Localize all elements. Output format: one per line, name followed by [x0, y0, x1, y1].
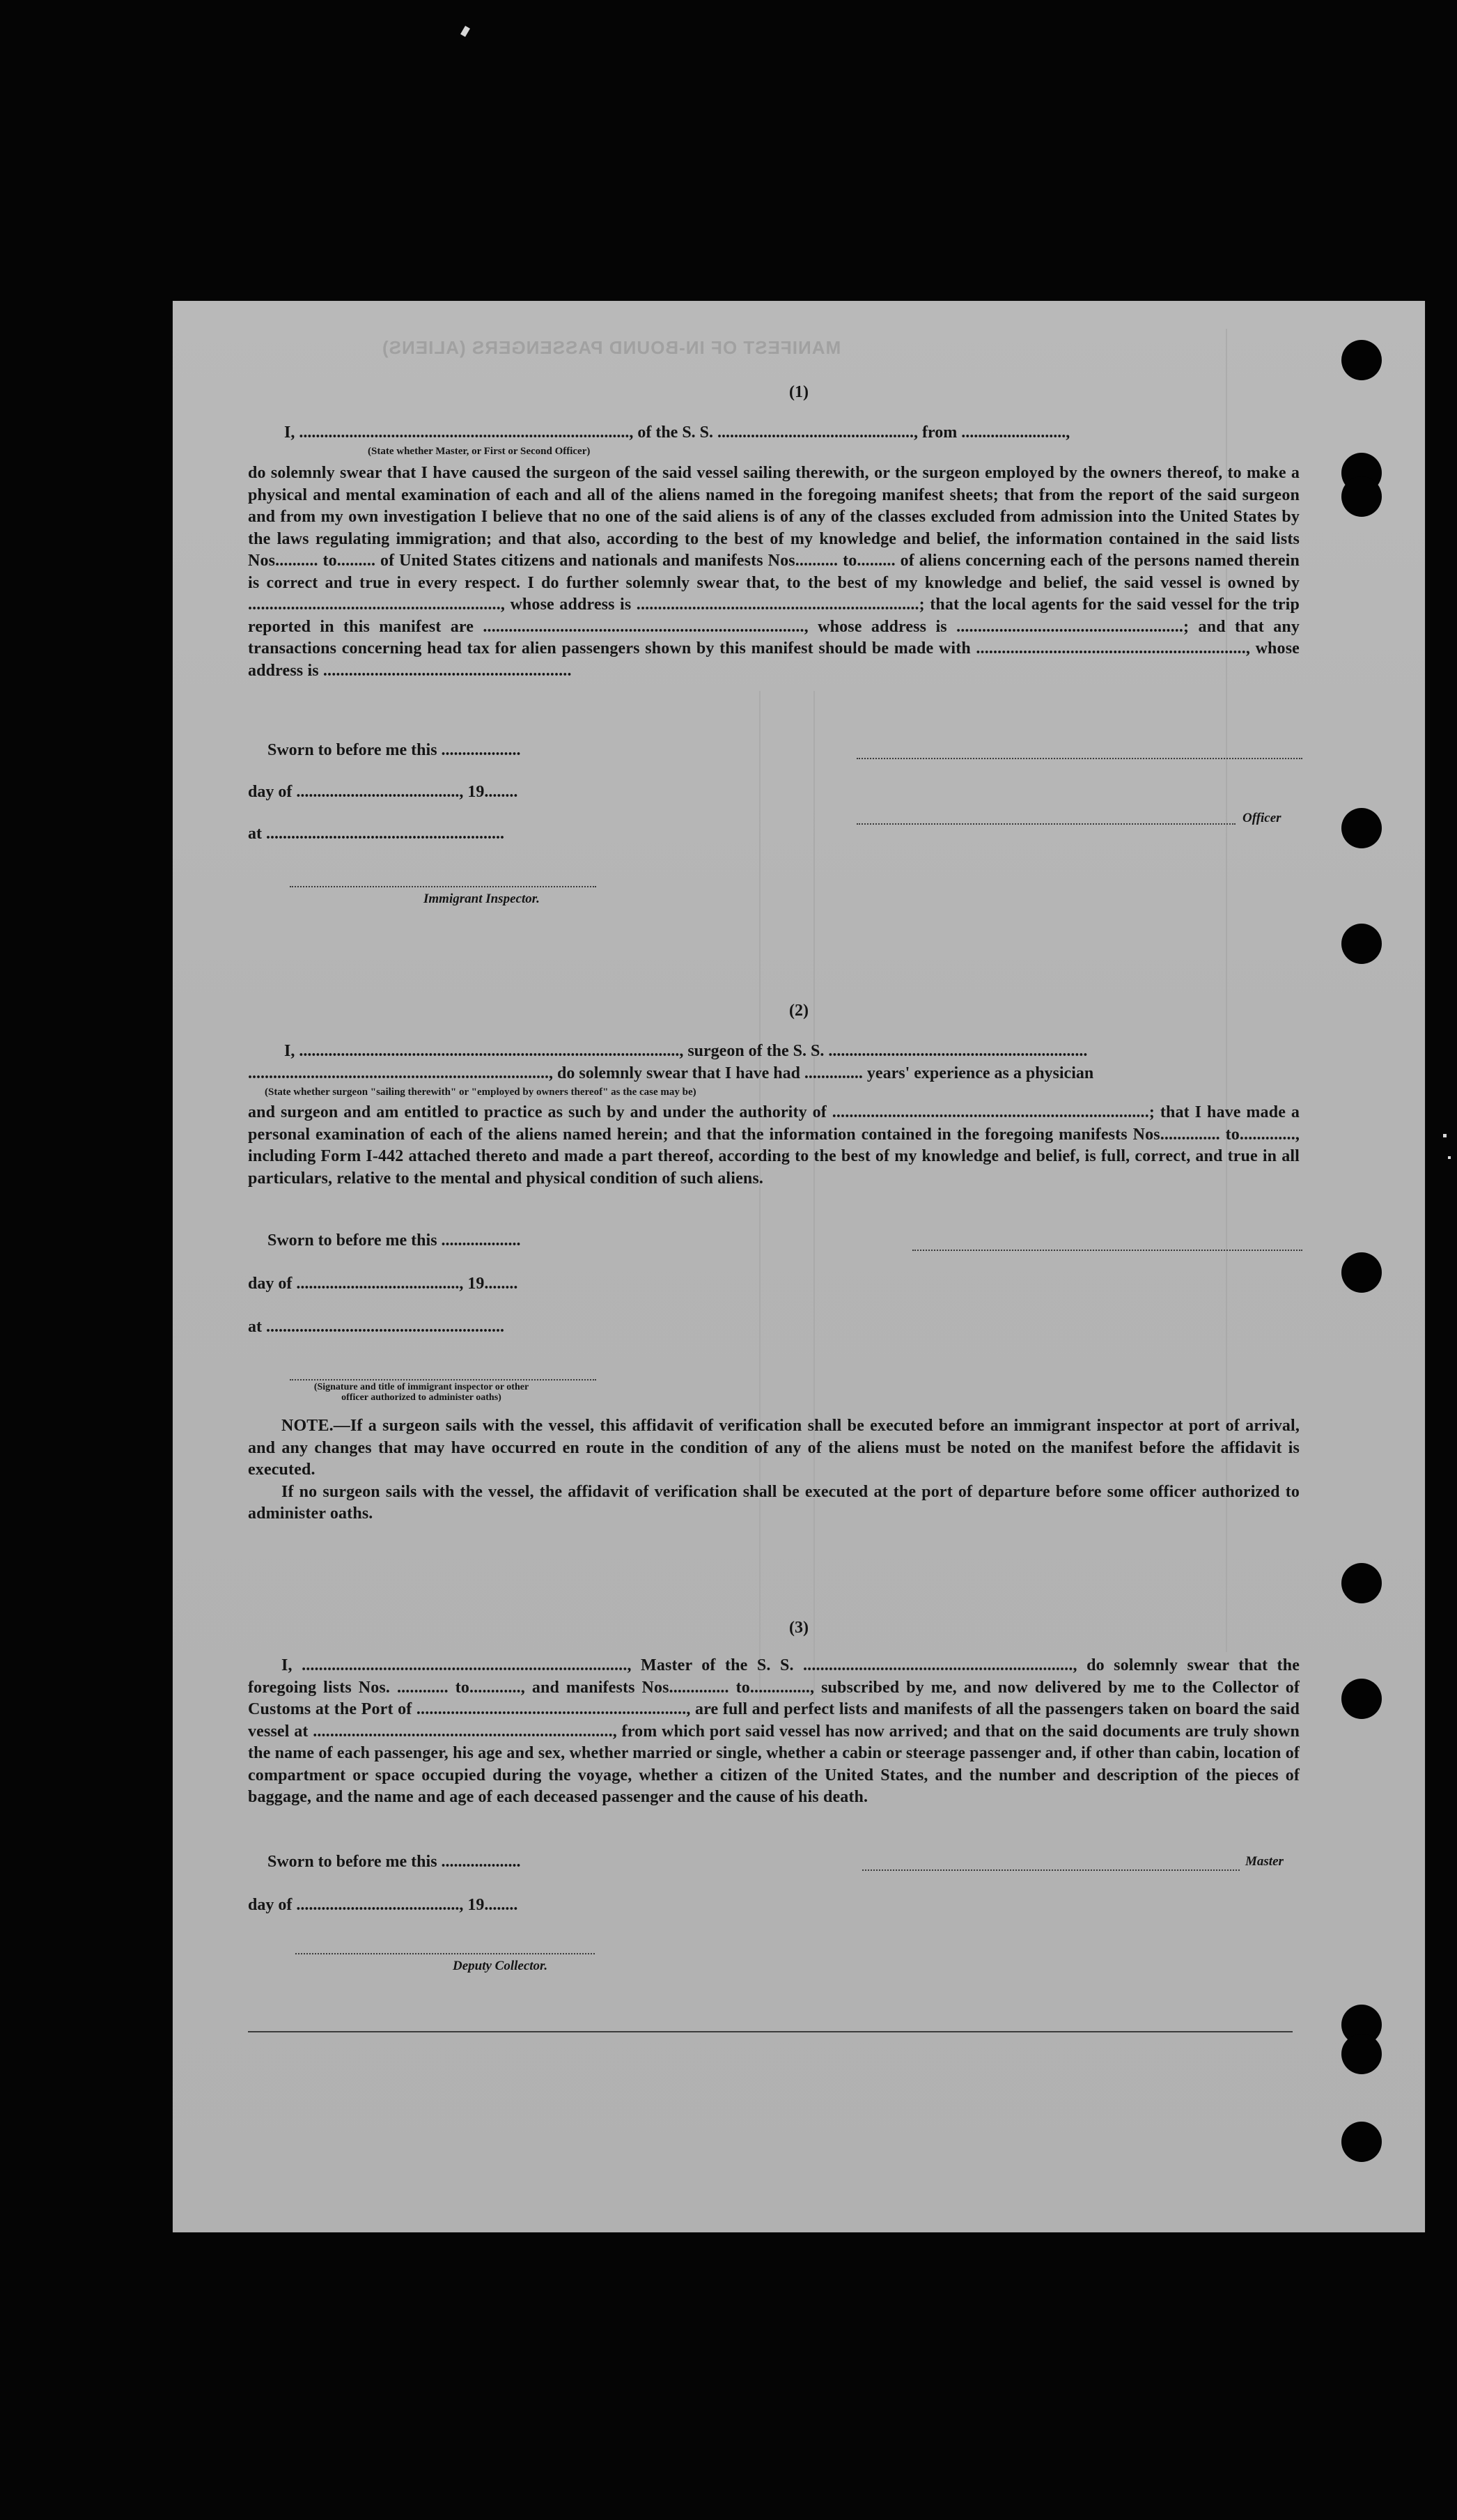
- manifest-reverse-page: [173, 301, 1425, 2232]
- section-1-caption: (State whether Master, or First or Second Officer): [368, 446, 591, 457]
- section-2-caption: (State whether surgeon "sailing therewith" or "employed by owners thereof" as the case may be): [265, 1087, 696, 1098]
- section-2-line1: I, ..........................................................................................., surgeon of the S. S. ..............................................................: [284, 1042, 1088, 1060]
- section-3-number: (3): [789, 1619, 809, 1637]
- section-3-body: [248, 1655, 1300, 1809]
- section-2-sworn: Sworn to before me this ...................: [267, 1231, 521, 1250]
- section-2-note: [248, 1415, 1300, 1525]
- section-1-oath-line: I, ..............................................................................., of the S. S. ..............................................., from .........................,: [284, 423, 1070, 442]
- section-1-body-text: do solemnly swear that I have caused the surgeon of the said vessel sailing therewith, or the surgeon employed by the owners thereof, to make a physical and mental examination of each and all of the aliens named in the foregoing manifest sheets; that from the report of the said surgeon and from my own investigation I believe that no one of the said aliens is of any of the classes excluded from admission into the United States by the laws regulating immigration; and that also, according to the best of my knowledge and belief, the information contained in the said lists Nos.......... to......... of United States citizens and nationals and manifests Nos.......... to......... of aliens concerning each of the persons named therein is correct and true in every respect. I do further solemnly swear that, to the best of my knowledge and belief, the said vessel is owned by ..........................................................., whose address is ..................................................................; that the local agents for the said vessel for the trip reported in this manifest are ..........................................................................., whose address is .....................................................; and that any transactions concerning head tax for alien passengers shown by this manifest should be made with ..............................................................., whose address is ..........................................................: [248, 464, 1300, 680]
- section-2-at: at .........................................................: [248, 1318, 504, 1336]
- section-1-officer-signature-line: [857, 823, 1236, 825]
- scan-speck: [460, 26, 470, 37]
- section-2-line2: ........................................................................, do solemnly swear that I have had .............. years' experience as a physician: [248, 1064, 1094, 1082]
- punch-hole: [1341, 808, 1382, 848]
- section-1-inspector-label: Immigrant Inspector.: [423, 892, 540, 906]
- section-1-at: at .........................................................: [248, 825, 504, 843]
- section-3-body-text: I, ............................................................................, Master of the S. S. ..............................................................., do solemnly swear that the foregoing lists Nos. ............ to............, and manifests Nos.............. to.............., subscribed by me, and now delivered by me to the Collector of Customs at the Port of ..............................................................., are full and perfect lists and manifests of all the passengers taken on board the said vessel at ......................................................................, from which port said vessel has now arrived; and that on the said documents are truly shown the name of each passenger, his age and sex, whether married or single, whether a cabin or steerage passenger and, if other than cabin, location of compartment or space occupied during the voyage, whether a citizen of the United States, and the number and description of the pieces of baggage, and the name and age of each deceased passenger and the cause of his death.: [248, 1656, 1300, 1806]
- ghost-column: [813, 691, 815, 1736]
- punch-hole: [1341, 2122, 1382, 2162]
- section-1-inspector-signature-line: [290, 886, 596, 887]
- section-1-officer-label: Officer: [1242, 811, 1281, 825]
- section-2-body: [248, 1102, 1300, 1190]
- punch-hole: [1341, 1563, 1382, 1603]
- section-1-day: day of ......................................., 19........: [248, 783, 518, 801]
- section-1-body: [248, 462, 1300, 682]
- section-3-master-label: Master: [1245, 1854, 1284, 1869]
- section-3-master-signature-line: [862, 1869, 1240, 1871]
- punch-hole: [1341, 1252, 1382, 1293]
- punch-hole: [1341, 924, 1382, 964]
- section-2-inspector-signature-line: [290, 1379, 596, 1380]
- punch-hole: [1341, 2034, 1382, 2074]
- section-3-day: day of ......................................., 19........: [248, 1896, 518, 1914]
- section-2-number: (2): [789, 1002, 809, 1020]
- ghost-column: [759, 691, 761, 1736]
- ghost-header: MANIFEST OF IN-BOUND PASSENGERS (ALIENS): [382, 337, 841, 358]
- section-2-surgeon-signature-line: [912, 1250, 1302, 1251]
- section-1-sworn: Sworn to before me this ...................: [267, 741, 521, 759]
- punch-hole: [1341, 476, 1382, 517]
- section-3-deputy-signature-line: [295, 1953, 595, 1954]
- bottom-rule: [248, 2031, 1293, 2032]
- section-1-number: (1): [789, 383, 809, 401]
- section-2-body-text: and surgeon and am entitled to practice as such by and under the authority of ..........................................................................; that I have made a personal examination of each of the aliens named herein; and that the information contained in the foregoing manifests Nos.............. to............., including Form I-442 attached thereto and made a part thereof, according to the best of my knowledge and belief, is full, correct, and true in all particulars, relative to the mental and physical condition of such aliens.: [248, 1103, 1300, 1188]
- section-2-note2-text: If no surgeon sails with the vessel, the affidavit of verification shall be executed at the port of departure before some officer authorized to administer oaths.: [248, 1482, 1300, 1523]
- punch-hole: [1341, 1679, 1382, 1719]
- scan-speck: [1443, 1134, 1447, 1137]
- section-3-sworn: Sworn to before me this ...................: [267, 1853, 521, 1871]
- section-3-deputy-label: Deputy Collector.: [453, 1959, 548, 1973]
- section-2-day: day of ......................................., 19........: [248, 1275, 518, 1293]
- scan-speck: [1448, 1156, 1451, 1159]
- section-1-officer-signature-line-top: [857, 758, 1302, 759]
- punch-hole: [1341, 340, 1382, 380]
- section-2-signature-caption: (Signature and title of immigrant inspector or other officer authorized to administer oaths): [313, 1382, 529, 1403]
- section-2-note-text: NOTE.—If a surgeon sails with the vessel, this affidavit of verification shall be executed before an immigrant inspector at port of arrival, and any changes that may have occurred en route in the condition of any of the aliens must be noted on the manifest before the affidavit is executed.: [248, 1417, 1300, 1479]
